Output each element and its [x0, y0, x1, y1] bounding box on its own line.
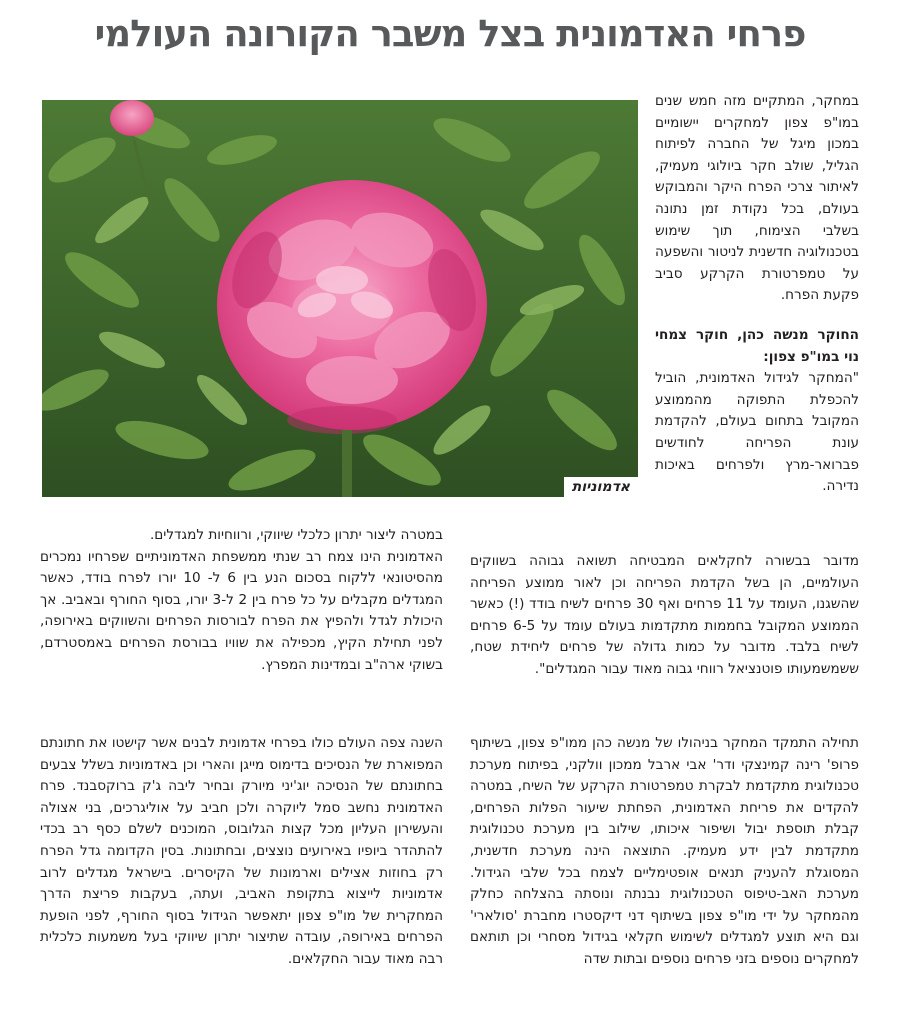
- intro-paragraph: במחקר, המתקיים מזה חמש שנים במו"פ צפון למחקרים יישומיים במכון מיגל של החברה לפיתוח הגליל, שולב חקר ביולוגי מעמיק, לאיתור צרכי הפרח היקר והמבוקש בעולם, בכל נקודת זמן נתונה בשלבי הצימוח, תוך שימוש בטכנולוגיה חדשנית לניטור והשפעה על טמפרטורת הקרקע סביב פקעת הפרח.: [655, 93, 859, 304]
- middle-right-paragraph: [470, 551, 859, 681]
- peony-illustration: [42, 100, 638, 497]
- peony-market-paragraph: האדמונית הינו צמח רב שנתי ממשפחת האדמוניתיים שפרחיו נמכרים מהסיטונאי ללקוח בסכום הנע בין 6 ל- 10 יורו לפרח בודד, כאשר המגדלים מקבלים על כל פרח בין 2 ל-3 יורו, בסוף החורף ובאביב. אך היכולת לגדל ולהפיץ את הפרח לבורסות הפרחים והשווקים באירופה, לפני תחילת הקיץ, מכפילה את שוויו בבורסת הפרחים באמסטרדם, בשוקי ארה"ב ובמדינות המפרץ.: [40, 548, 444, 673]
- photo-caption: אדמוניות: [564, 477, 638, 497]
- right-column-top: [655, 91, 859, 498]
- quote-continuation: מדובר בבשורה לחקלאים המבטיחה תשואה גבוהה בשווקים העולמיים, הן בשל הקדמת הפריחה וכן לאור ממוצע הפריחה שהשגנו, העומד על 11 פרחים ואף 30 פרחים לשיח בודד (!) כאשר הממוצע המקובל בחממות מתקדמות בעולם עומד על 6-5 פרחים לשיח בלבד. מדובר על כמות גדולה של פרחים ליחידת שטח, ששמשמעותו פוטנציאל רווחי גבוה מאוד עבור המגדלים".: [470, 553, 859, 677]
- right-column-bottom: [470, 733, 859, 971]
- research-method-paragraph: תחילה התמקד המחקר בניהולו של מנשה כהן ממו"פ צפון, בשיתוף פרופ' רינה קמינצקי ודר' אבי ארבל ממכון וולקני, בפיתוח מערכת טכנולוגית מתקדמת לבקרת טמפרטורת הקרקע של השיח, במטרה להקדים את פריחת האדמונית, הפחתת שיעור הפלות הפרחים, קבלת תוספת יבול ושיפור איכותו, שילוב בין מערכת טכנולוגית מתקדמת לבין ידע מעמיק. התוצאה הינה מערכת חדשנית, המסוגלת להעניק תנאים אופטימליים לצמח בכל שלבי הגידול. מערכת האב-טיפוס הטכנולוגית נבנתה ונוסתה בהצלחה כחלק מהמחקר על ידי מו"פ צפון בשיתוף דני דיקסטרו מחברת 'סולארי' וגם היא תוצע למגדלים לשימוש חקלאי בגידול מסחרי וכן תותאם למחקרים נוספים בזני פרחים נוספים ובתות שדה: [470, 735, 859, 967]
- peony-photo: [42, 100, 638, 497]
- article-headline: פרחי האדמונית בצל משבר הקורונה העולמי: [94, 12, 806, 55]
- researcher-heading: החוקר מנשה כהן, חוקר צמחי נוי במו"פ צפון:: [655, 326, 859, 365]
- royal-weddings-paragraph: השנה צפה העולם כולו בפרחי אדמונית לבנים אשר קישטו את חתונתם המפוארת של הנסיכים בדימוס מייגן והארי וכן באדמוניות בשלל צבעים בחתונתם של הנסיכה יוג'יני מיורק ובחיר ליבה ג'ק ברוקסבנד. פרח האדמונית נחשב סמל ליוקרה ולכן חביב על אוליגרכים, בני אצולה והעשירון העליון מכל קצות הגלובוס, המוכנים לשלם כסף רב בכדי להתהדר ביופיו באירועים נוצצים, ובחתונות. בסין הקדומה גדל הפרח רק בחוזות אצילים וארמונות של הקיסרים. בישראל מגדלים לרוב אדמוניות לייצוא בתקופת האביב, ועתה, בעקבות פריצת הדרך המחקרית של מו"פ צפון יתאפשר הגידול בסוף החורף, לפני הופעת הפרחים באירופה, עובדה שתיצור יתרון שיווקי בעל משמעות כלכלית רבה מאוד עבור החקלאים.: [40, 735, 443, 967]
- researcher-quote: "המחקר לגידול האדמונית, הוביל להכפלת התפוקה מהממוצע המקובל בתחום בעולם, להקדמת עונת הפריחה לחודשים פברואר-מרץ ולפרחים באיכות נדירה.: [655, 370, 859, 495]
- left-column-top: [40, 525, 443, 676]
- left-intro-line: במטרה ליצור יתרון כלכלי שיווקי, ורווחיות למגדלים.: [149, 527, 443, 543]
- left-column-bottom: [40, 733, 443, 971]
